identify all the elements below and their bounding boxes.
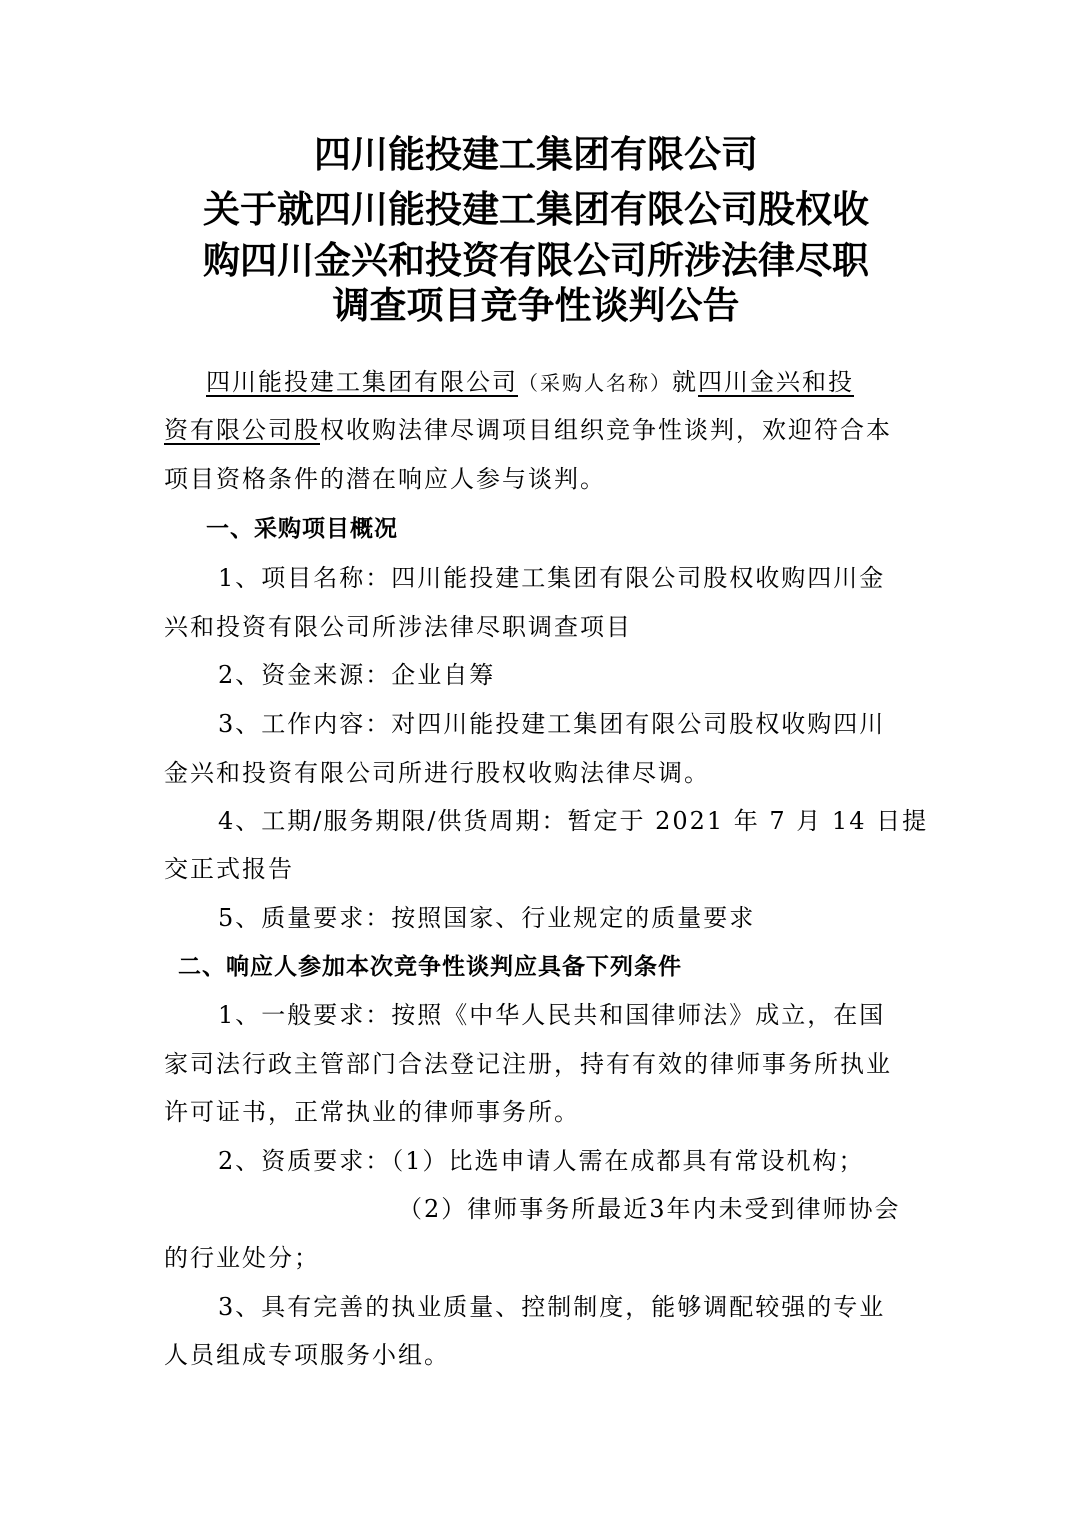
intro-line-3: 项目资格条件的潜在响应人参与谈判。	[164, 465, 606, 493]
subject-part-2: 资有限公司股	[164, 416, 320, 444]
s2-item1-line1: 1、一般要求：按照《中华人民共和国律师法》成立，在国	[218, 1001, 886, 1029]
subject-part-1: 四川金兴和投	[698, 368, 854, 396]
s1-item1-line1: 1、项目名称：四川能投建工集团有限公司股权收购四川金	[218, 564, 886, 592]
intro-rest: 权收购法律尽调项目组织竞争性谈判，欢迎符合本	[320, 416, 892, 444]
s1-item3-line2: 金兴和投资有限公司所进行股权收购法律尽调。	[164, 759, 710, 787]
purchaser-note: （采购人名称）	[518, 371, 672, 395]
intro-line-2	[164, 414, 910, 446]
section-2-heading: 二、响应人参加本次竞争性谈判应具备下列条件	[178, 954, 682, 980]
purchaser-name: 四川能投建工集团有限公司	[206, 368, 518, 396]
intro-jiu: 就	[672, 368, 698, 396]
section-1-heading: 一、采购项目概况	[206, 516, 398, 542]
s2-item3-line1: 3、具有完善的执业质量、控制制度，能够调配较强的专业	[218, 1293, 886, 1321]
title-line-4: 调查项目竞争性谈判公告	[332, 284, 740, 327]
s1-item5: 5、质量要求：按照国家、行业规定的质量要求	[218, 904, 756, 932]
s1-item3-line1: 3、工作内容：对四川能投建工集团有限公司股权收购四川	[218, 710, 886, 738]
intro-line-1	[206, 366, 910, 399]
s2-item2-line1: 2、资质要求：（1）比选申请人需在成都具有常设机构；	[218, 1147, 865, 1175]
s2-item2-line3: 的行业处分；	[164, 1244, 320, 1272]
s2-item3-line2: 人员组成专项服务小组。	[164, 1341, 450, 1369]
s2-item1-line3: 许可证书，正常执业的律师事务所。	[164, 1098, 580, 1126]
title-line-3: 购四川金兴和投资有限公司所涉法律尽职	[203, 239, 869, 282]
title-line-2: 关于就四川能投建工集团有限公司股权收	[203, 188, 869, 231]
s2-item1-line2: 家司法行政主管部门合法登记注册，持有有效的律师事务所执业	[164, 1050, 892, 1078]
s2-item2-line2: （2）律师事务所最近3年内未受到律师协会	[398, 1195, 901, 1223]
title-line-1: 四川能投建工集团有限公司	[314, 133, 758, 176]
s1-item4-line2: 交正式报告	[164, 855, 294, 883]
s1-item2: 2、资金来源：企业自筹	[218, 661, 496, 689]
s1-item4-line1: 4、工期/服务期限/供货周期：暂定于 2021 年 7 月 14 日提	[218, 807, 929, 835]
s1-item1-line2: 兴和投资有限公司所涉法律尽职调查项目	[164, 613, 632, 641]
